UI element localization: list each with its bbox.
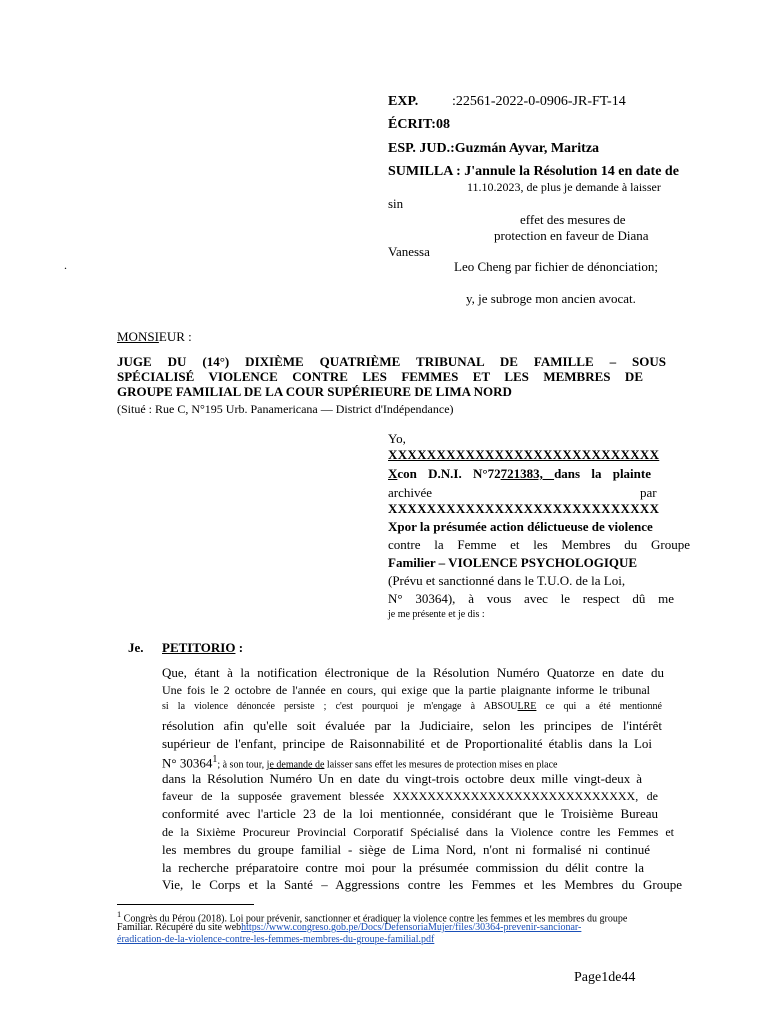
body-text: laisser sans effet les mesures de protection mises en place xyxy=(324,759,558,771)
body-line: conformité avec l'article 23 de la loi mentionnée, considérant que le Troisième Bureau xyxy=(162,806,658,821)
body-text: si la violence dénoncée persiste ; c'est pourquoi je m'engage à ABSOU xyxy=(162,701,518,712)
contre-line: contre la Femme et les Membres du Groupe xyxy=(388,537,690,552)
judge-line: GROUPE FAMILIAL DE LA COUR SUPÉRIEURE DE LIMA NORD xyxy=(117,384,512,399)
sumilla-line: Vanessa xyxy=(388,244,430,259)
sumilla-line: protection en faveur de Diana xyxy=(494,228,649,243)
footnote-link[interactable]: https://www.congreso.gob.pe/Docs/DefensoriaMujer/files/30364-prevenir-sancionar- xyxy=(241,922,582,933)
redacted-name-1 xyxy=(388,447,659,463)
section-number: Je. xyxy=(128,640,144,655)
body-line: résolution afin qu'elle soit évaluée par la Judiciaire, selon les principes de l'intérêt xyxy=(162,718,662,733)
sumilla-title: SUMILLA : J'annule la Résolution 14 en date de xyxy=(388,164,679,179)
stray-dot: . xyxy=(64,258,67,272)
presumee-line: Xpor la présumée action délictueuse de violence xyxy=(388,519,653,534)
dni-text-a: con D.N.I. N°72 xyxy=(397,466,501,481)
judge-line: JUGE DU (14°) DIXIÈME QUATRIÈME TRIBUNAL DE FAMILLE – SOUS xyxy=(117,354,666,369)
dni-text-c: dans la plainte xyxy=(554,466,651,481)
dni-number: 721383, xyxy=(500,466,555,481)
section-title: PETITORIO xyxy=(162,640,236,655)
dni-line xyxy=(388,466,651,482)
law-number-line: N° 30364), à vous avec le respect dû me xyxy=(388,591,674,606)
section-colon: : xyxy=(235,640,244,655)
body-line: la recherche préparatoire contre moi pour la présumée commission du délit contre la xyxy=(162,860,644,875)
sumilla-line: sin xyxy=(388,196,404,211)
body-line: de la Sixième Procureur Provincial Corporatif Spécialisé dans la Violence contre les Femmes et xyxy=(162,825,674,839)
body-line: Que, étant à la notification électronique de la Résolution Numéro Quatorze en date du xyxy=(162,665,664,680)
footnote-line xyxy=(117,934,434,945)
redacted-name-2: XXXXXXXXXXXXXXXXXXXXXXXXXXXX xyxy=(388,501,660,516)
page-number: Page1de44 xyxy=(574,970,636,985)
redacted-text: XXXXXXXXXXXXXXXXXXXXXXXXXXXX xyxy=(388,447,660,462)
body-line: supérieur de l'enfant, principe de Raisonnabilité et de Proportionalité établis dans la Loi xyxy=(162,736,652,751)
body-line xyxy=(162,701,662,712)
sumilla-line: 11.10.2023, de plus je demande à laisser xyxy=(467,180,661,194)
body-line xyxy=(162,754,558,771)
par-word: par xyxy=(640,485,657,500)
footnote-ref: 1 xyxy=(212,754,218,765)
footnote-number: 1 xyxy=(117,910,122,919)
body-text: N° 30364 xyxy=(162,755,213,771)
sumilla-line: Leo Cheng par fichier de dénonciation; xyxy=(454,259,658,274)
court-address: (Situé : Rue C, N°195 Urb. Panamericana — District d'Indépendance) xyxy=(117,402,454,416)
body-line: Une fois le 2 octobre de l'année en cours, qui exige que la partie plaignante informe le tribunal xyxy=(162,683,650,697)
body-underlined: LRE xyxy=(517,701,537,712)
present-line: je me présente et je dis : xyxy=(388,609,485,620)
ecrit-label: ÉCRIT:08 xyxy=(388,117,450,132)
prevu-line: (Prévu et sanctionné dans le T.U.O. de la Loi, xyxy=(388,573,626,588)
intro-yo: Yo, xyxy=(388,431,406,446)
archivee-word: archivée xyxy=(388,485,433,500)
body-text: ce qui a été mentionné xyxy=(536,701,662,712)
body-line: faveur de la supposée gravement blessée XXXXXXXXXXXXXXXXXXXXXXXXXXXX, de xyxy=(162,789,658,803)
exp-label: EXP. xyxy=(388,94,419,109)
footnote-text: Familiar. Récupéré du site web xyxy=(117,922,242,933)
esp-jud: ESP. JUD.:Guzmán Ayvar, Maritza xyxy=(388,141,600,156)
body-line: les membres du groupe familial - siège de Lima Nord, n'ont ni formalisé ni continué xyxy=(162,842,650,857)
body-text: ; à son tour, xyxy=(217,759,267,771)
monsieur-part-underlined: MONSI xyxy=(117,329,159,344)
dni-x: X xyxy=(388,466,398,481)
judge-line: SPÉCIALISÉ VIOLENCE CONTRE LES FEMMES ET LES MEMBRES DE xyxy=(117,369,643,384)
footnote-line xyxy=(117,922,581,933)
footnote-link-continued[interactable]: éradication-de-la-violence-contre-les-femmes-membres-du-groupe-familial.pdf xyxy=(117,934,435,945)
footnote-separator xyxy=(117,904,254,905)
body-line: dans la Résolution Numéro Un en date du vingt-trois octobre deux mille vingt-deux à xyxy=(162,771,642,786)
sumilla-line: y, je subroge mon ancien avocat. xyxy=(466,291,636,306)
monsieur-salutation xyxy=(117,329,192,345)
sumilla-line: effet des mesures de xyxy=(520,212,626,227)
monsieur-part: EUR : xyxy=(158,329,192,344)
section-heading xyxy=(162,640,243,656)
footnote-text: Congrès du Pérou (2018). Loi pour prévenir, sanctionner et éradiquer la violence contre les femmes et les membres du groupe xyxy=(121,913,628,925)
body-line: Vie, le Corps et la Santé – Aggressions contre les Femmes et les Membres du Groupe xyxy=(162,877,682,892)
exp-value: :22561-2022-0-0906-JR-FT-14 xyxy=(452,94,626,109)
violence-line: Familier – VIOLENCE PSYCHOLOGIQUE xyxy=(388,555,638,570)
body-underlined: je demande de xyxy=(266,759,325,771)
